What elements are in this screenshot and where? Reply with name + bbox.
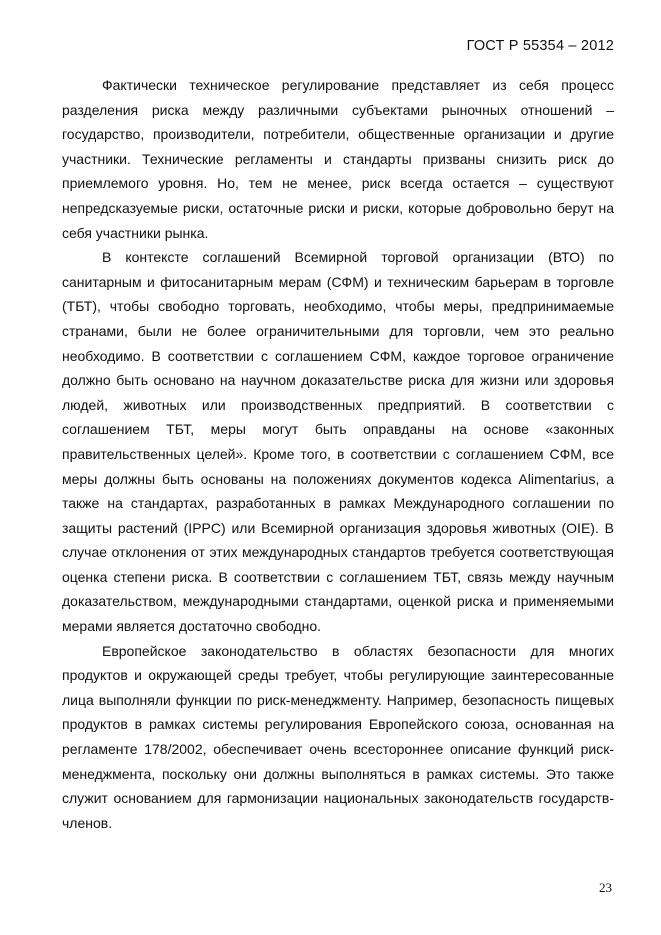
document-header <box>467 38 614 54</box>
document-body <box>62 73 614 835</box>
page-number: 23 <box>599 880 612 895</box>
paragraph: В контексте соглашений Всемирной торговой организации (ВТО) по санитарным и фитосанитарным мерам (СФМ) и техническим барьерам в торговле (ТБТ), чтобы свободно торговать, необходимо, чтобы меры, предпринимаемые странами, были не более ограничительными для торговли, чем это реально необходимо. В соответствии с соглашением СФМ, каждое торговое ограничение должно быть основано на научном доказательстве риска для жизни или здоровья людей, животных или производственных предприятий. В соответствии с соглашением ТБТ, меры могут быть оправданы на основе «законных правительственных целей». Кроме того, в соответствии с соглашением СФМ, все меры должны быть основаны на положениях документов кодекса Alimentarius, а также на стандартах, разработанных в рамках Международного соглашении по защиты растений (IPPC) или Всемирной организация здоровья животных (OIE). В случае отклонения от этих международных стандартов требуется соответствующая оценка степени риска. В соответствии с соглашением ТБТ, связь между научным доказательством, международными стандартами, оценкой риска и применяемыми мерами является достаточно свободно. <box>62 249 614 635</box>
paragraph: Фактически техническое регулирование представляет из себя процесс разделения риска между различными субъектами рыночных отношений – государство, производители, потребители, общественные организации и другие участники. Технические регламенты и стандарты призваны снизить риск до приемлемого уровня. Но, тем не менее, риск всегда остается – существуют непредсказуемые риски, остаточные риски и риски, которые добровольно берут на себя участники рынка. <box>62 77 614 241</box>
paragraph: Европейское законодательство в областях безопасности для многих продуктов и окружающей среды требует, чтобы регулирующие заинтересованные лица выполняли функции по риск-менеджменту. Например, безопасность пищевых продуктов в рамках системы регулирования Европейского союза, основанная на регламенте 178/2002, обеспечивает очень всестороннее описание функций риск-менеджмента, поскольку они должны выполняться в рамках системы. Это также служит основанием для гармонизации национальных законодательств государств-членов. <box>62 642 614 831</box>
standard-designation: ГОСТ Р 55354 – 2012 <box>466 38 614 54</box>
